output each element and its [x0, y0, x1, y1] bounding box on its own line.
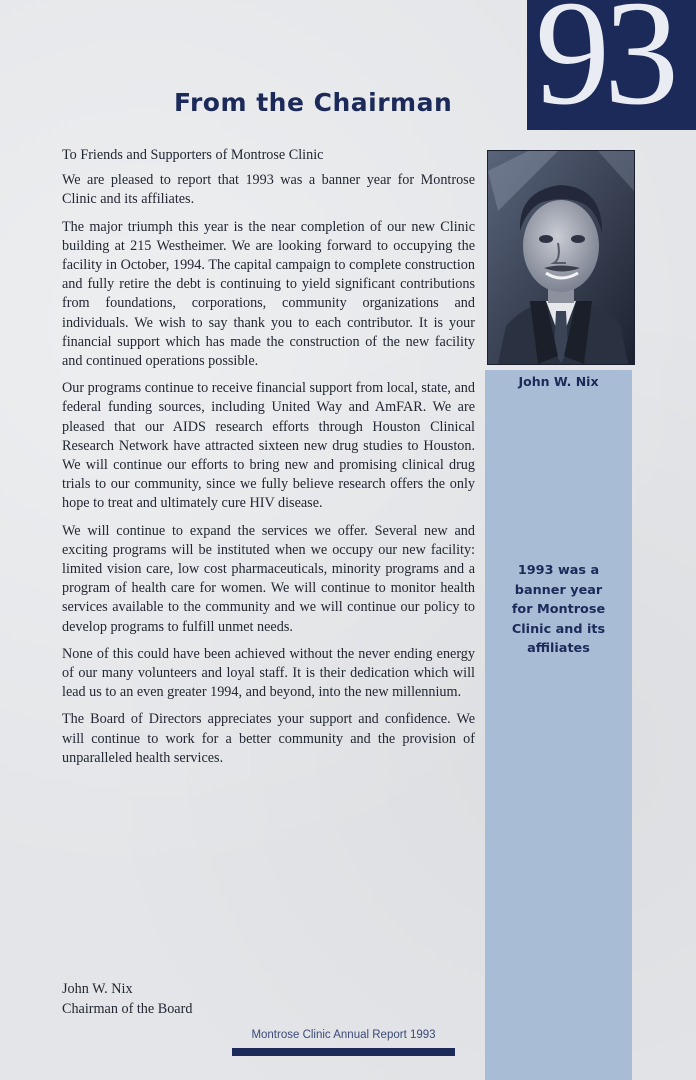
pull-quote-line: Clinic and its — [511, 621, 606, 637]
letter-paragraph: Our programs continue to receive financial support from local, state, and federal funding sources, including United Way and AmFAR. We are pleased that our AIDS research efforts through Houston Clinical Research Network have attracted sixteen new drug studies to Houston. We will continue our efforts to bring new and promising clinical drug trials to our community, since we fully believe research offers the only hope to treat and ultimately cure HIV disease. — [62, 380, 475, 512]
year-digits: 93 — [535, 0, 673, 130]
letter-paragraph: We will continue to expand the services we offer. Several new and exciting programs will be instituted when we occupy our new facility: limited vision care, low cost pharmaceuticals, minority programs and a program of health care for women. We will continue to monitor health services available to the community and we will continue our policy to develop programs to fulfill unmet needs. — [62, 522, 475, 635]
pull-quote-line: for Montrose — [511, 602, 606, 617]
pull-quote-line: 1993 was a — [517, 563, 600, 578]
sidebar-panel — [485, 370, 632, 1080]
portrait-illustration — [488, 151, 634, 364]
signature-title: Chairman of the Board — [62, 1000, 193, 1017]
letter-paragraph: The Board of Directors appreciates your support and confidence. We will continue to work for a better community and the provision of unparalleled health services. — [62, 711, 475, 766]
chairman-photo — [487, 150, 635, 365]
pull-quote-line: affiliates — [527, 641, 590, 656]
pull-quote-line: banner year — [514, 582, 603, 598]
footer-text: Montrose Clinic Annual Report 1993 — [251, 1029, 436, 1041]
page-title: From the Chairman — [174, 88, 453, 117]
letter-paragraph: We are pleased to report that 1993 was a banner year for Montrose Clinic and its affiliates. — [62, 172, 475, 208]
year-block — [527, 0, 696, 130]
signature-block — [62, 980, 362, 1019]
photo-caption: John W. Nix — [518, 374, 599, 389]
footer-rule — [232, 1048, 455, 1056]
pull-quote — [485, 561, 632, 659]
letter-paragraph: The major triumph this year is the near completion of our new Clinic building at 215 Westheimer. We are looking forward to occupying the facility in October, 1994. The capital campaign to complete construction and fully retire the debt is continuing to yield significant contributions from foundations, corporations, community organizations and individuals. We wish to say thank you to each contributor. It is your financial support which has made the construction of the new facility and continued operations possible. — [62, 218, 475, 370]
letter-body — [62, 146, 475, 776]
signature-name: John W. Nix — [62, 981, 133, 997]
letter-paragraph: None of this could have been achieved without the never ending energy of our many volunteers and loyal staff. It is their dedication which will lead us to an even greater 1994, and beyond, into the new millennium. — [62, 645, 475, 701]
letter-salutation: To Friends and Supporters of Montrose Clinic — [62, 147, 324, 163]
